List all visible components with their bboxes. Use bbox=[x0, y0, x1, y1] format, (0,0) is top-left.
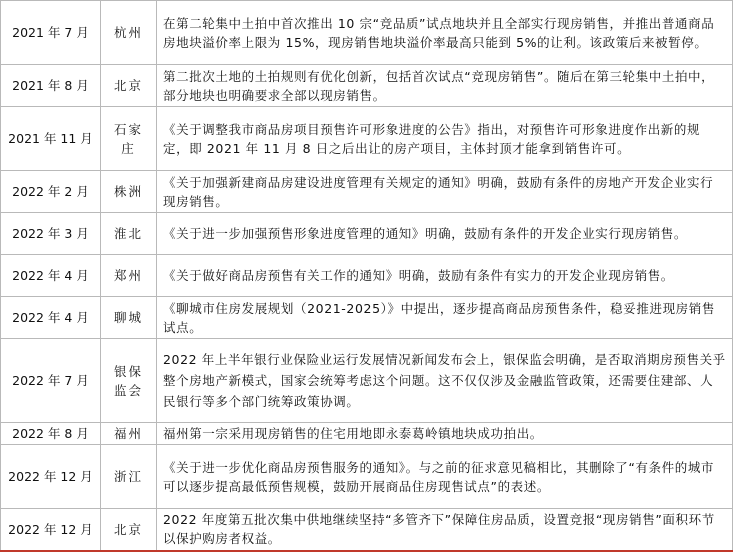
row-date: 2021 年 8 月 bbox=[1, 65, 101, 107]
row-place: 聊城 bbox=[101, 297, 157, 339]
row-date: 2022 年 3 月 bbox=[1, 213, 101, 255]
row-description: 2022 年度第五批次集中供地继续坚持“多管齐下”保障住房品质，设置竞报“现房销售”面积环节以保护购房者权益。 bbox=[157, 509, 733, 551]
row-date: 2022 年 2 月 bbox=[1, 171, 101, 213]
row-date: 2021 年 7 月 bbox=[1, 1, 101, 65]
table-row bbox=[1, 255, 733, 297]
row-date: 2022 年 7 月 bbox=[1, 339, 101, 423]
row-description: 第二批次土地的土拍规则有优化创新，包括首次试点“竞现房销售”。随后在第三轮集中土拍中，部分地块也明确要求全部以现房销售。 bbox=[157, 65, 733, 107]
row-place: 杭州 bbox=[101, 1, 157, 65]
row-description: 《关于进一步加强预售形象进度管理的通知》明确，鼓励有条件的开发企业实行现房销售。 bbox=[157, 213, 733, 255]
table-row bbox=[1, 445, 733, 509]
row-place: 北京 bbox=[101, 65, 157, 107]
table-row bbox=[1, 297, 733, 339]
row-place: 郑州 bbox=[101, 255, 157, 297]
table-row bbox=[1, 1, 733, 65]
row-description: 福州第一宗采用现房销售的住宅用地即永泰葛岭镇地块成功拍出。 bbox=[157, 423, 733, 445]
table-row bbox=[1, 509, 733, 551]
row-description: 2022 年上半年银行业保险业运行发展情况新闻发布会上，银保监会明确，是否取消期房预售关乎整个房地产新模式，国家会统筹考虑这个问题。这不仅仅涉及金融监管政策，还需要住建部、人民银行等多个部门统筹政策协调。 bbox=[157, 339, 733, 423]
row-place: 福州 bbox=[101, 423, 157, 445]
row-description: 《聊城市住房发展规划（2021-2025）》中提出，逐步提高商品房预售条件，稳妥推进现房销售试点。 bbox=[157, 297, 733, 339]
row-description: 《关于做好商品房预售有关工作的通知》明确，鼓励有条件有实力的开发企业现房销售。 bbox=[157, 255, 733, 297]
row-place: 银保监会 bbox=[101, 339, 157, 423]
row-place: 北京 bbox=[101, 509, 157, 551]
row-date: 2022 年 4 月 bbox=[1, 255, 101, 297]
row-date: 2022 年 12 月 bbox=[1, 509, 101, 551]
row-place: 浙江 bbox=[101, 445, 157, 509]
row-description: 《关于进一步优化商品房预售服务的通知》。与之前的征求意见稿相比，其删除了“有条件的城市可以逐步提高最低预售规模，鼓励开展商品住房现售试点”的表述。 bbox=[157, 445, 733, 509]
table-row bbox=[1, 107, 733, 171]
table-row bbox=[1, 171, 733, 213]
row-date: 2022 年 8 月 bbox=[1, 423, 101, 445]
row-date: 2021 年 11 月 bbox=[1, 107, 101, 171]
table-row bbox=[1, 339, 733, 423]
row-place: 石家庄 bbox=[101, 107, 157, 171]
table-row bbox=[1, 65, 733, 107]
row-description: 在第二轮集中土拍中首次推出 10 宗“竞品质”试点地块并且全部实行现房销售，并推出普通商品房地块溢价率上限为 15%，现房销售地块溢价率最高只能到 5%的让利。该政策后来被暂停。 bbox=[157, 1, 733, 65]
row-date: 2022 年 12 月 bbox=[1, 445, 101, 509]
row-place: 株洲 bbox=[101, 171, 157, 213]
table-row bbox=[1, 213, 733, 255]
table-row bbox=[1, 423, 733, 445]
row-description: 《关于调整我市商品房项目预售许可形象进度的公告》指出，对预售许可形象进度作出新的规定，即 2021 年 11 月 8 日之后出让的房产项目，主体封顶才能拿到销售许可。 bbox=[157, 107, 733, 171]
row-date: 2022 年 4 月 bbox=[1, 297, 101, 339]
row-place: 淮北 bbox=[101, 213, 157, 255]
row-description: 《关于加强新建商品房建设进度管理有关规定的通知》明确，鼓励有条件的房地产开发企业实行现房销售。 bbox=[157, 171, 733, 213]
